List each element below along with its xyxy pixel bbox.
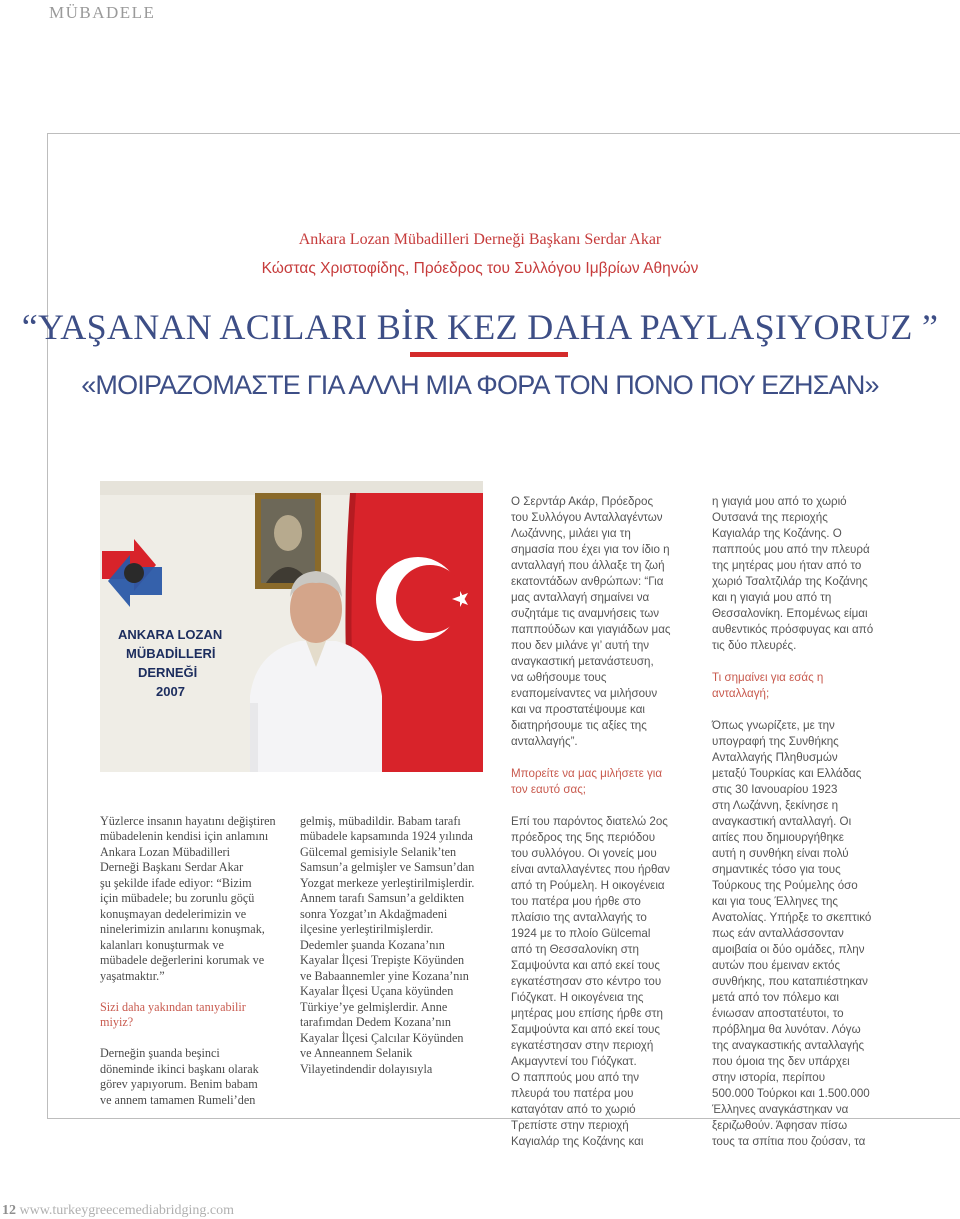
frame-top-rule: [47, 133, 960, 134]
col1-paragraph-1: Yüzlerce insanın hayatını değiştiren mübadelenin kendisi için anlamını Ankara Lozan Mübadilleri Derneği Başkanı Serdar Akar şu şekilde ifade ediyor: “Bizim için mübadele; bu zorunlu göçü konuşmayan dedelerimizin ve ninelerimizin anılarını konuşmak, kalanları konuşturmak ve mübadele değerlerini korumak ve yaşatmaktır.”: [100, 813, 276, 983]
col3-paragraph-1: Ο Σερντάρ Ακάρ, Πρόεδρος του Συλλόγου Ανταλλαγέντων Λωζάννης, μιλάει για τη σημασία που έχει για τον ίδιο η ανταλλαγή που άλλαξε τη ζωή εκατοντάδων ανθρώπων: “Για μας ανταλλαγή σημαίνει να συζητάμε τις αναμνήσεις των παππούδων και γιαγιάδων μας που δεν μιλάνε γι’ αυτή την αναγκαστική μετανάστευση, να ωθήσουμε τους εναπομείναντες να μιλήσουν και να προστατέψουμε και διατηρήσουμε τις αξίες της ανταλλαγής”.: [511, 495, 671, 748]
col3-question-1: Μπορείτε να μας μιλήσετε για τον εαυτό σας;: [511, 767, 663, 796]
headline-greek: «ΜΟΙΡΑΖΟΜΑΣΤΕ ΓΙΑ ΑΛΛΗ ΜΙΑ ΦΟΡΑ ΤΟΝ ΠΟΝΟ ΠΟΥ ΕΖΗΣΑΝ»: [81, 370, 879, 400]
page-number: 12: [2, 1203, 16, 1218]
column-greek-1: [511, 478, 706, 1166]
kicker-turkish: Ankara Lozan Mübadilleri Derneği Başkanı Serdar Akar: [298, 231, 662, 248]
headline-divider: [410, 352, 568, 357]
column-turkish-1: [100, 798, 285, 1124]
sign-line-1: ANKARA LOZAN: [118, 627, 223, 642]
running-head: MÜBADELE: [49, 3, 156, 22]
col1-paragraph-2: Derneğin şuanda beşinci döneminde ikinci başkanı olarak görev yapıyorum. Benim babam ve annem tamamen Rumeli’den: [100, 1046, 259, 1107]
footer-url[interactable]: www.turkeygreecemediabridging.com: [19, 1203, 234, 1218]
col4-paragraph-1: η γιαγιά μου από το χωριό Ουτσανά της περιοχής Καγιαλάρ της Κοζάνης. Ο παππούς μου από την πλευρά της μητέρας μου ήταν από το χωριό Τσαλτζιλάρ της Κοζάνης και η γιαγιά μου από τη Θεσσαλονίκη. Επομένως είμαι αυθεντικός πρόσφυγας και από τις δύο πλευρές.: [712, 495, 874, 652]
col2-paragraph-1: gelmiş, mübadildir. Babam tarafı mübadele kapsamında 1924 yılında Gülcemal gemisiyle Selanik’ten Samsun’a gelmişler ve Samsun’dan Yozgat merkeze yerleştirilmişlerdir. Annem tarafı Samsun’a geldikten sonra Yozgat’ın Akdağmadeni ilçesine yerleştirilmişlerdir. Dedemler şuanda Kozana’nın Kayalar İlçesi Trepişte Köyünden ve Babaannemler yine Kozana’nın Kayalar İlçesi Uçana köyünden Türkiye’ye gelmişlerdir. Anne tarafımdan Dedem Kozana’nın Kayalar İlçesi Çalcılar Köyünden ve Anneannem Selanik Vilayetindendir dolayısıyla: [300, 813, 475, 1076]
sign-line-3: DERNEĞİ: [138, 665, 198, 680]
page-footer: [2, 1203, 234, 1219]
column-greek-2: [712, 478, 908, 1166]
frame-left-rule: [47, 133, 48, 1118]
col1-question-1: Sizi daha yakından tanıyabilir miyiz?: [100, 999, 246, 1029]
sign-line-4: 2007: [156, 684, 185, 699]
portrait-photo: [100, 481, 483, 772]
col3-paragraph-2: Επί του παρόντος διατελώ 2ος πρόεδρος της 5ης περιόδου του συλλόγου. Οι γονείς μου είναι ανταλλαγέντες που ήρθαν από τη Ρούμελη. Η οικογένεια του πατέρα μου ήρθε στο πλαίσιο της ανταλλαγής το 1924 με το πλοίο Gülcemal από τη Θεσσαλονίκη στη Σαμψούντα και από εκεί τους εγκατέστησαν στο κέντρο του Γιόζγκατ. Η οικογένεια της μητέρας μου επίσης ήρθε στη Σαμψούντα και από εκεί τους εγκατέστησαν στην περιοχή Ακμαγντενί του Γιόζγκατ. Ο παππούς μου από την πλευρά του πατέρα μου καταγόταν από το χωριό Τρεπίστε στην περιοχή Καγιαλάρ της Κοζάνης και: [511, 815, 670, 1148]
col4-question-1: Τι σημαίνει για εσάς η ανταλλαγή;: [712, 671, 824, 700]
kicker-greek: Κώστας Χριστοφίδης, Πρόεδρος του Συλλόγου Ιμβρίων Αθηνών: [261, 260, 699, 277]
col4-paragraph-2: Όπως γνωρίζετε, με την υπογραφή της Συνθήκης Ανταλλαγής Πληθυσμών μεταξύ Τουρκίας και Ελλάδας στις 30 Ιανουαρίου 1923 στη Λωζάννη, ξεκίνησε η αναγκαστική ανταλλαγή. Οι αιτίες που δημιουργήθηκε αυτή η συνθήκη είναι πολύ σημαντικές τόσο για τους Τούρκους της Ρούμελης όσο και για τους Έλληνες της Ανατολίας. Υπήρξε το σκεπτικό πως εάν ανταλλάσσονταν αμοιβαία οι δύο ομάδες, πλην αυτών που έμειναν εκτός συνθήκης, που καταπιέστηκαν μετά από τον πόλεμο και ένιωσαν αποστατέυτοι, το πρόβλημα θα λυνόταν. Λόγω της αναγκαστικής ανταλλαγής που όμοια της δεν υπάρχει στην ιστορία, περίπου 500.000 Τούρκοι και 1.500.000 Έλληνες αναγκάστηκαν να ξεριζωθούν. Άφησαν πίσω τους τα σπίτια που ζούσαν, τα: [712, 719, 872, 1148]
column-turkish-2: [300, 798, 500, 1093]
headline-turkish: “YAŞANAN ACILARI BİR KEZ DAHA PAYLAŞIYORUZ ”: [21, 307, 939, 347]
sign-line-2: MÜBADİLLERİ: [126, 646, 216, 661]
